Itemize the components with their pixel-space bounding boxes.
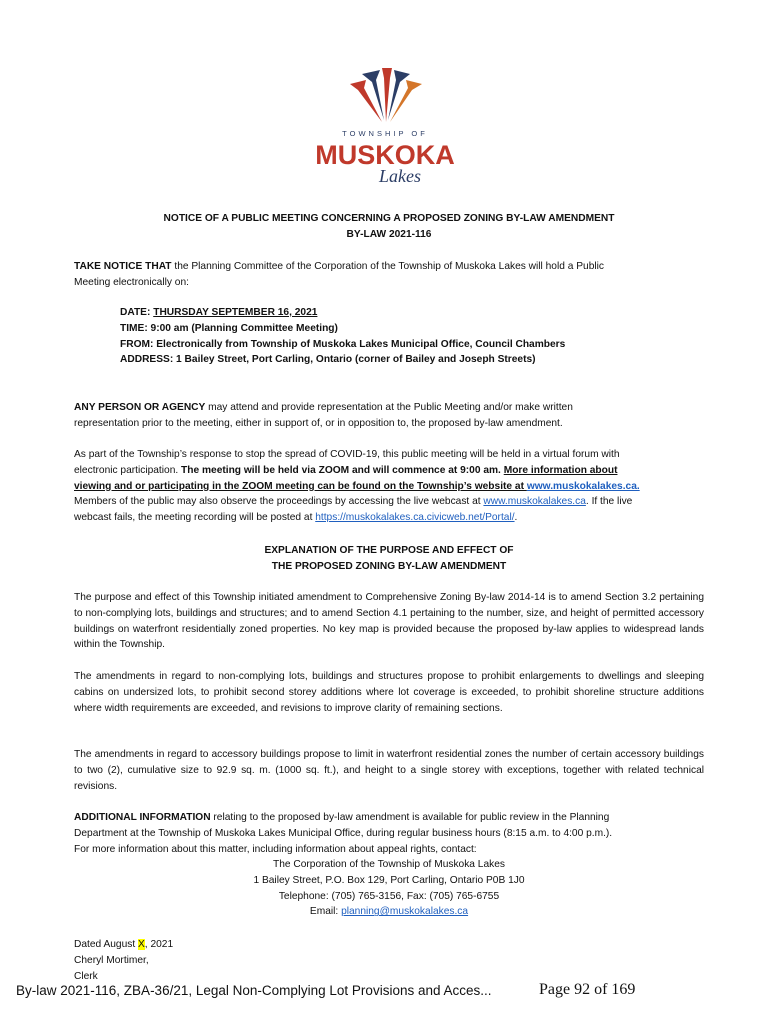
additional-line3: For more information about this matter, including information about appeal rights, contact: xyxy=(74,843,477,855)
email-label: Email: xyxy=(309,906,342,918)
heading-line1: NOTICE OF A PUBLIC MEETING CONCERNING A PROPOSED ZONING BY-LAW AMENDMENT xyxy=(163,213,615,224)
contact-phone: Telephone: (705) 765-3156, Fax: (705) 765-6755 xyxy=(278,890,500,902)
covid-line3-bold-underline: viewing and or participating in the ZOOM meeting can be found on the Township’s website at xyxy=(74,480,527,492)
any-person-line1: may attend and provide representation at the Public Meeting and/or make written xyxy=(205,402,573,413)
email-link[interactable]: planning@muskokalakes.ca xyxy=(341,906,469,918)
logo-line1: TOWNSHIP OF xyxy=(342,129,428,138)
any-person-line2: representation prior to the meeting, either in support of, or in opposition to, the proposed by-law amendment. xyxy=(74,417,563,429)
contact-block xyxy=(74,857,704,920)
signoff-title: Clerk xyxy=(74,970,98,982)
dated-suffix: , 2021 xyxy=(144,939,174,950)
covid-line4-tail: . If the live xyxy=(585,496,633,508)
explanation-heading xyxy=(74,543,704,575)
meeting-from: FROM: Electronically from Township of Muskoka Lakes Municipal Office, Council Chambers xyxy=(120,338,566,350)
address-value: : 1 Bailey Street, Port Carling, Ontario (corner of Bailey and Joseph Streets) xyxy=(169,354,536,366)
intro-text-line2: Meeting electronically on: xyxy=(74,276,189,288)
logo-graphic xyxy=(300,66,470,188)
intro-paragraph xyxy=(74,259,704,291)
covid-line4-plain: Members of the public may also observe the proceedings by accessing the live webcast at xyxy=(74,496,484,508)
dated-prefix: Dated August xyxy=(74,939,138,950)
covid-line2-plain: electronic participation. xyxy=(74,464,182,476)
address-label: ADDRESS xyxy=(120,354,170,366)
additional-lead: ADDITIONAL INFORMATION xyxy=(74,812,211,823)
webcast-link[interactable]: www.muskokalakes.ca xyxy=(483,496,586,508)
covid-line2-bold-underline: More information about xyxy=(503,464,618,476)
footer-document-title: By-law 2021-116, ZBA-36/21, Legal Non-Complying Lot Provisions and Acces... xyxy=(16,983,492,998)
logo-line2: MUSKOKA xyxy=(315,140,455,170)
covid-paragraph xyxy=(74,447,704,526)
additional-info-paragraph xyxy=(74,810,704,857)
notice-heading xyxy=(74,211,704,243)
any-person-lead: ANY PERSON OR AGENCY xyxy=(74,402,206,413)
additional-line1: relating to the proposed by-law amendment is available for public review in the Planning xyxy=(210,812,610,823)
logo-paddle-center-icon xyxy=(382,68,392,122)
covid-line5-plain: webcast fails, the meeting recording will be posted at xyxy=(74,512,316,524)
covid-line1: As part of the Township’s response to stop the spread of COVID-19, this public meeting will be held in a virtual forum with xyxy=(74,449,620,460)
signoff-block xyxy=(74,937,704,984)
date-label: DATE xyxy=(120,307,147,318)
logo-line3: Lakes xyxy=(379,166,421,186)
covid-line5-tail: . xyxy=(514,512,518,524)
signoff-name: Cheryl Mortimer, xyxy=(74,954,149,966)
date-value: THURSDAY SEPTEMBER 16, 2021 xyxy=(153,307,318,318)
intro-text-line1: the Planning Committee of the Corporation of the Township of Muskoka Lakes will hold a Public xyxy=(171,261,604,272)
explanation-para3: The amendments in regard to accessory buildings propose to limit in waterfront residential zones the number of certain accessory buildings to two (2), cumulative size to 92.9 sq. m. (1000 sq. ft.), and height to a single storey with exceptions, together with related technical revisions. xyxy=(74,749,704,792)
additional-line2: Department at the Township of Muskoka Lakes Municipal Office, during regular business hours (8:15 a.m. to 4:00 p.m.). xyxy=(74,827,613,839)
dated-highlight: X xyxy=(138,939,145,950)
explanation-title1: EXPLANATION OF THE PURPOSE AND EFFECT OF xyxy=(264,545,514,556)
explanation-para1: The purpose and effect of this Township initiated amendment to Comprehensive Zoning By-law 2014-14 is to amend Section 3.2 pertaining to non-complying lots, buildings and structures; and to amend Section 4.1 pertaining to the number, size, and height of permitted accessory buildings on waterfront residentially zoned properties. No key map is provided because the proposed by-law applies to widespread lands within the Township. xyxy=(74,592,704,651)
contact-org: The Corporation of the Township of Muskoka Lakes xyxy=(273,859,505,870)
intro-lead: TAKE NOTICE THAT xyxy=(74,261,172,272)
any-person-paragraph xyxy=(74,400,704,432)
portal-link[interactable]: https://muskokalakes.ca.civicweb.net/Portal/ xyxy=(315,512,515,524)
explanation-para2: The amendments in regard to non-complying lots, buildings and structures propose to prohibit enlargements to dwellings and sleeping cabins on undersized lots, to prohibit second storey additions where lot coverage is exceeded, to prohibit shoreline structure additions where width requirements are exceeded, and revisions to improve clarity of remaining sections. xyxy=(74,671,704,714)
heading-line2: BY-LAW 2021-116 xyxy=(346,228,432,240)
footer-page-number: Page 92 of 169 xyxy=(539,981,636,998)
township-logo xyxy=(300,66,470,188)
meeting-time: TIME: 9:00 am (Planning Committee Meeting) xyxy=(120,322,338,334)
website-link-bold[interactable]: www.muskokalakes.ca. xyxy=(526,480,640,492)
contact-address: 1 Bailey Street, P.O. Box 129, Port Carling, Ontario P0B 1J0 xyxy=(253,874,525,886)
covid-line2-bold: The meeting will be held via ZOOM and will commence at 9:00 am. xyxy=(181,464,504,476)
explanation-title2: THE PROPOSED ZONING BY-LAW AMENDMENT xyxy=(271,560,507,572)
meeting-details: DATE: THURSDAY SEPTEMBER 16, 2021 TIME: 9:00 am (Planning Committee Meeting) FROM: Electronically from Township of Muskoka Lakes Municipal Office, Council Chambers ADDRESS: 1 Bailey Street, Port Carling, Ontario (corner of Bailey and Joseph Streets) xyxy=(74,305,750,368)
